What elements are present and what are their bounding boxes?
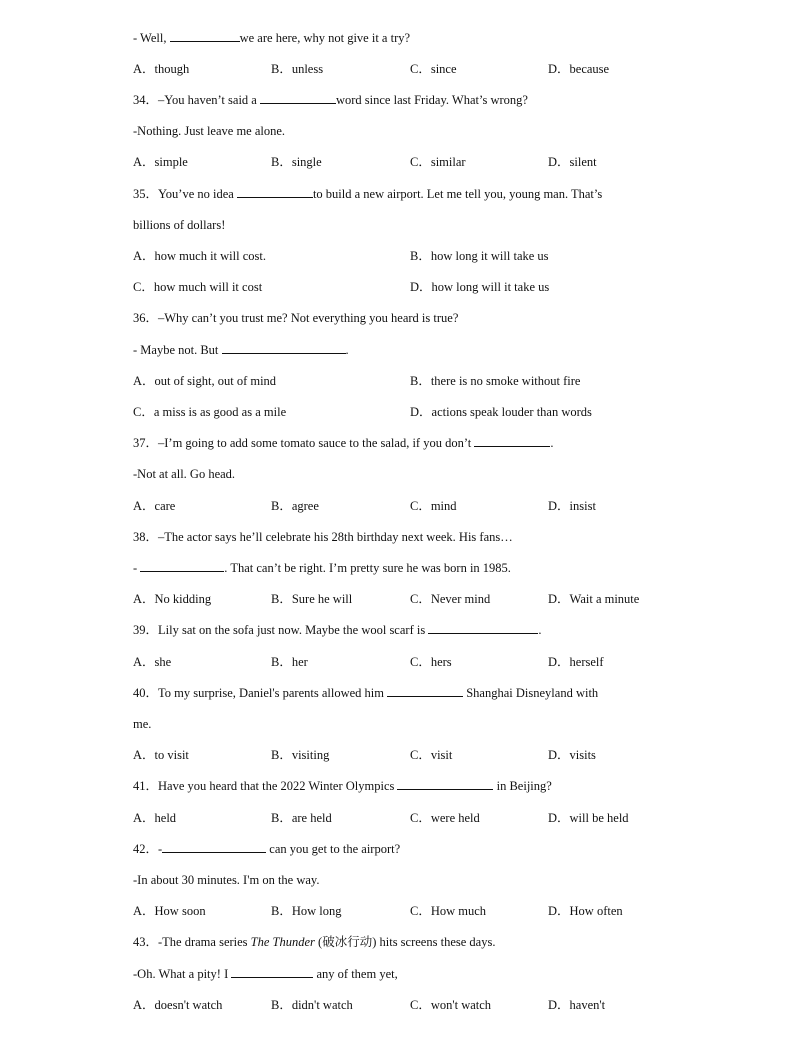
- option-b: B．single: [271, 155, 322, 169]
- option-d: D．haven't: [548, 998, 606, 1012]
- option-a: A．No kidding: [133, 592, 212, 606]
- option-a: A．doesn't watch: [133, 998, 223, 1012]
- question-38-reply: - . That can’t be right. I’m pretty sure he was born in 1985.: [133, 561, 511, 575]
- answer-blank: [474, 435, 550, 447]
- option-b: B．agree: [271, 499, 319, 513]
- option-d: D．visits: [548, 748, 596, 762]
- question-43-stem: 43．-The drama series The Thunder (破冰行动) hits screens these days.: [133, 935, 496, 949]
- option-c: C．Never mind: [410, 592, 491, 606]
- option-d: D．How often: [548, 904, 623, 918]
- option-c: C．mind: [410, 499, 457, 513]
- option-b: B．How long: [271, 904, 342, 918]
- option-c: C．similar: [410, 155, 466, 169]
- option-d: D．because: [548, 62, 610, 76]
- option-a: A．out of sight, out of mind: [133, 374, 277, 388]
- question-34-reply: -Nothing. Just leave me alone.: [133, 124, 286, 138]
- option-c: C．hers: [410, 655, 452, 669]
- answer-blank: [397, 778, 493, 790]
- question-36-stem: 36．–Why can’t you trust me? Not everything you heard is true?: [133, 311, 459, 325]
- answer-blank: [387, 685, 463, 697]
- answer-blank: [222, 342, 346, 354]
- question-36-reply: - Maybe not. But .: [133, 343, 349, 357]
- question-37-reply: -Not at all. Go head.: [133, 467, 236, 481]
- option-a: A．held: [133, 811, 177, 825]
- option-a: A．though: [133, 62, 190, 76]
- question-39-stem: 39．Lily sat on the sofa just now. Maybe the wool scarf is .: [133, 623, 542, 637]
- question-42-reply: -In about 30 minutes. I'm on the way.: [133, 873, 320, 887]
- option-b: B．her: [271, 655, 308, 669]
- answer-blank: [140, 560, 224, 572]
- question-40-stem-cont: me.: [133, 717, 152, 731]
- option-a: A．simple: [133, 155, 188, 169]
- option-b: B．how long it will take us: [410, 249, 549, 263]
- question-35-stem: 35．You’ve no idea to build a new airport. Let me tell you, young man. That’s: [133, 187, 603, 201]
- answer-blank: [428, 622, 538, 634]
- answer-blank: [231, 966, 313, 978]
- option-a: A．she: [133, 655, 172, 669]
- option-d: D．will be held: [548, 811, 629, 825]
- option-d: D．Wait a minute: [548, 592, 640, 606]
- question-40-stem: 40．To my surprise, Daniel's parents allowed him Shanghai Disneyland with: [133, 686, 599, 700]
- answer-blank: [162, 841, 266, 853]
- question-42-stem: 42．- can you get to the airport?: [133, 842, 401, 856]
- question-37-stem: 37．–I’m going to add some tomato sauce to the salad, if you don’t .: [133, 436, 554, 450]
- option-d: D．how long will it take us: [410, 280, 550, 294]
- option-b: B．didn't watch: [271, 998, 353, 1012]
- question-35-stem-cont: billions of dollars!: [133, 218, 226, 232]
- option-a: A．how much it will cost.: [133, 249, 266, 263]
- option-d: D．actions speak louder than words: [410, 405, 592, 419]
- option-b: B．unless: [271, 62, 324, 76]
- option-a: A．to visit: [133, 748, 189, 762]
- question-43-reply: -Oh. What a pity! I any of them yet,: [133, 967, 398, 981]
- option-a: A．care: [133, 499, 176, 513]
- option-c: C．visit: [410, 748, 453, 762]
- option-c: C．how much will it cost: [133, 280, 263, 294]
- option-d: D．silent: [548, 155, 597, 169]
- option-b: B．there is no smoke without fire: [410, 374, 581, 388]
- drama-title: The Thunder: [250, 935, 315, 949]
- option-c: C．a miss is as good as a mile: [133, 405, 287, 419]
- option-b: B．Sure he will: [271, 592, 353, 606]
- option-d: D．insist: [548, 499, 596, 513]
- question-41-stem: 41．Have you heard that the 2022 Winter Olympics in Beijing?: [133, 779, 552, 793]
- answer-blank: [260, 92, 336, 104]
- question-38-stem: 38．–The actor says he’ll celebrate his 28th birthday next week. His fans…: [133, 530, 513, 544]
- option-a: A．How soon: [133, 904, 206, 918]
- question-34-stem: 34．–You haven’t said a word since last Friday. What’s wrong?: [133, 93, 528, 107]
- option-d: D．herself: [548, 655, 604, 669]
- option-c: C．How much: [410, 904, 487, 918]
- option-c: C．won't watch: [410, 998, 492, 1012]
- option-b: B．visiting: [271, 748, 330, 762]
- answer-blank: [170, 30, 240, 42]
- question-33-stem: - Well, we are here, why not give it a try?: [133, 31, 411, 45]
- option-c: C．since: [410, 62, 457, 76]
- option-c: C．were held: [410, 811, 480, 825]
- option-b: B．are held: [271, 811, 332, 825]
- answer-blank: [237, 186, 313, 198]
